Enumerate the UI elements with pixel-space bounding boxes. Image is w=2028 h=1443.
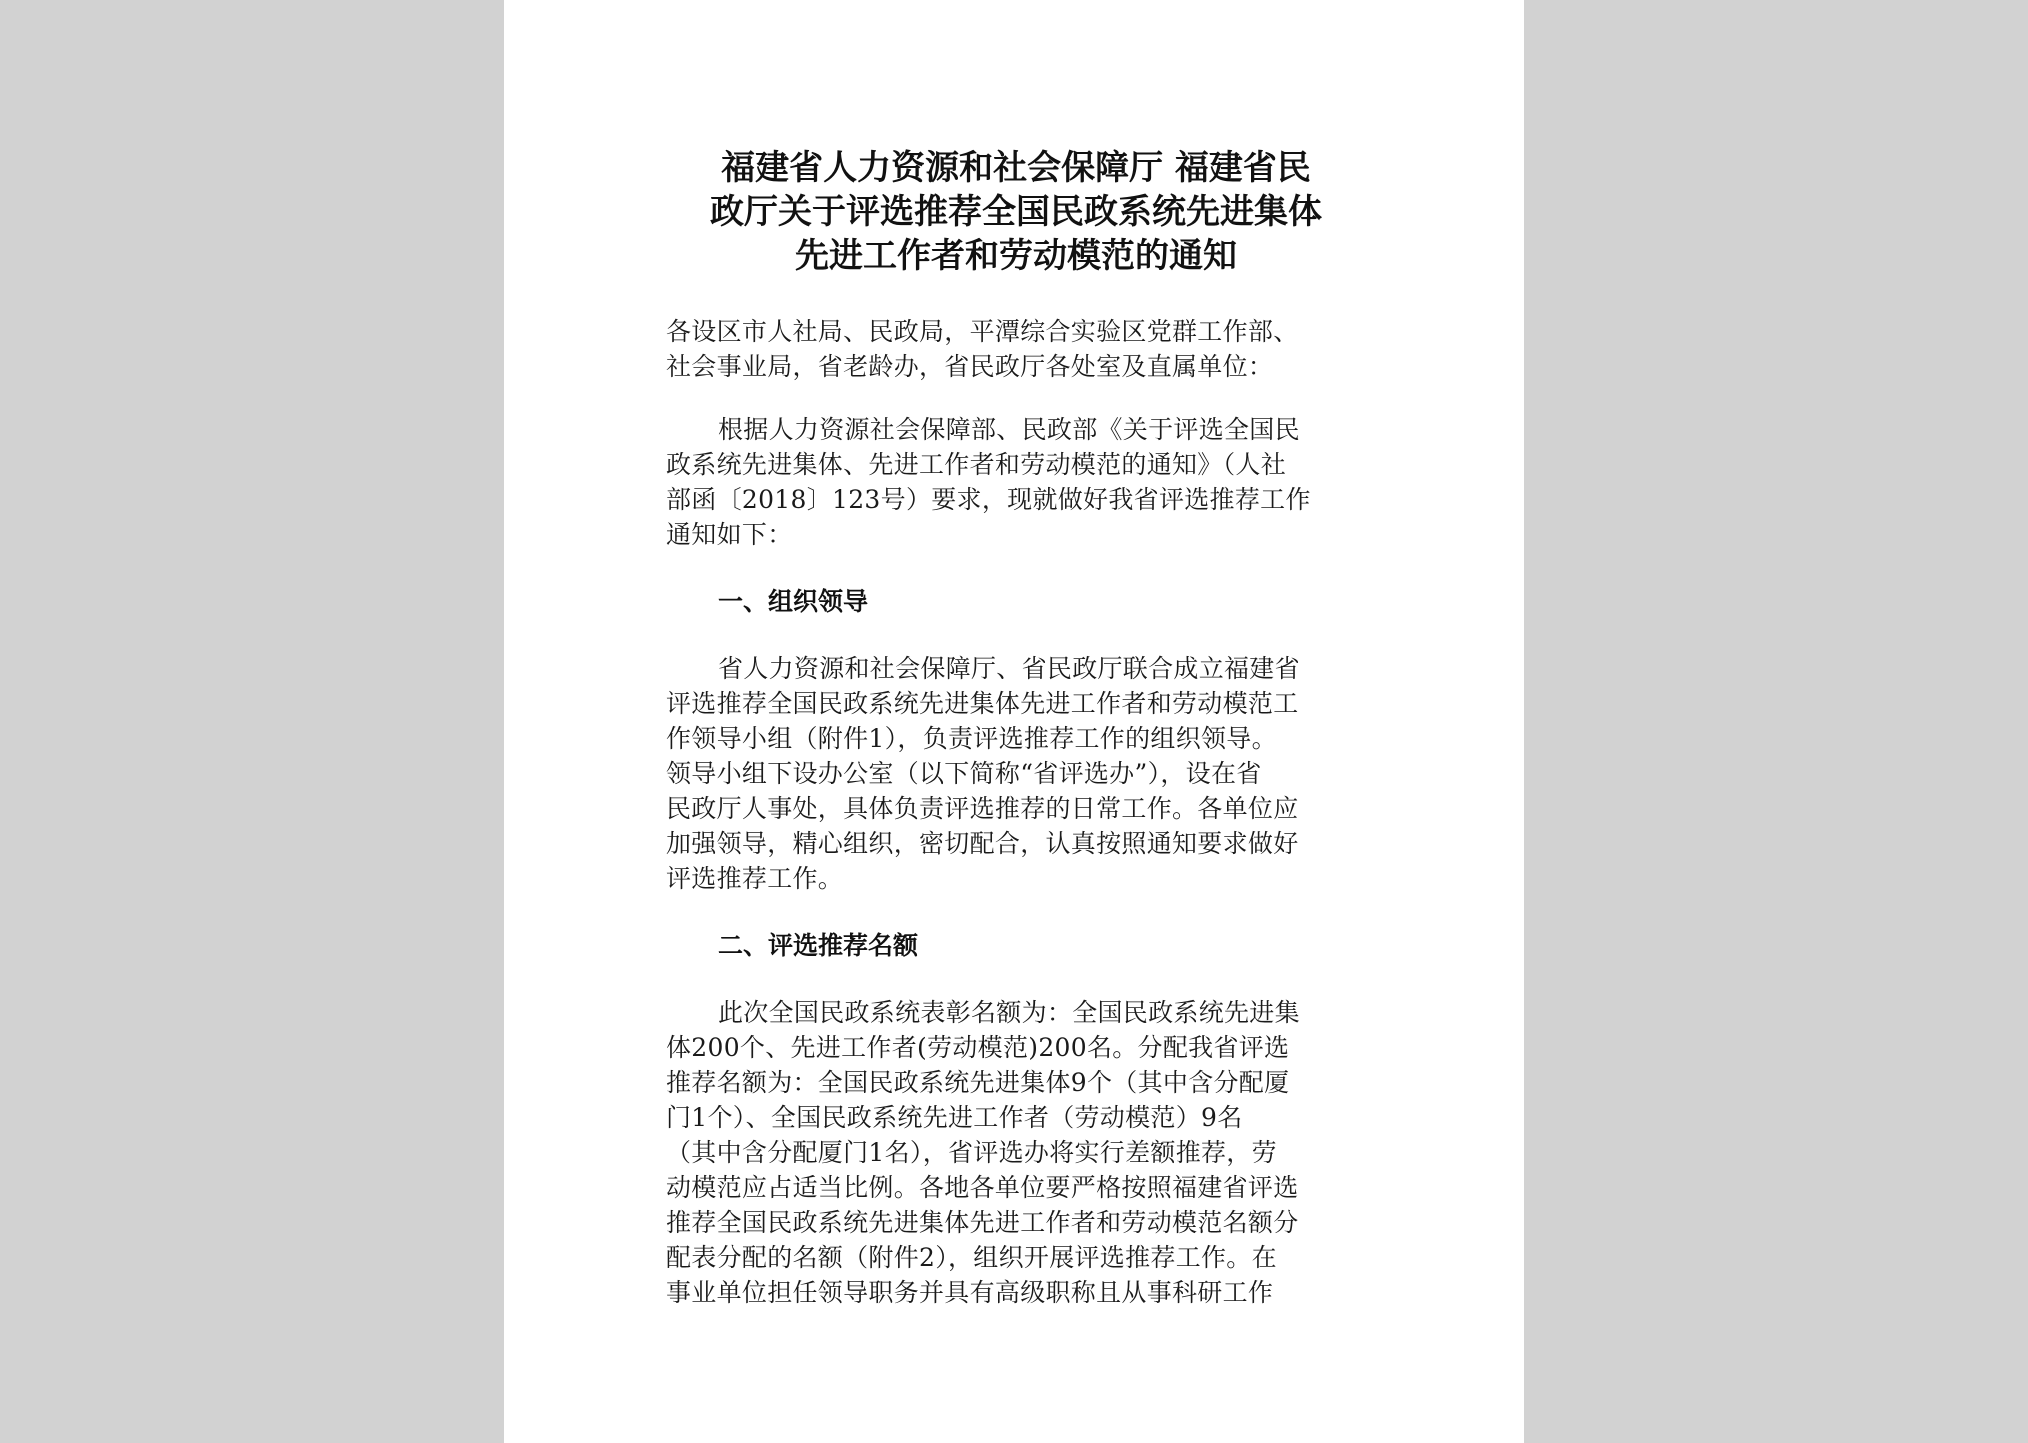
- text-line: 评选推荐全国民政系统先进集体先进工作者和劳动模范工: [666, 689, 1299, 718]
- text-line: 领导小组下设办公室（以下简称“省评选办”），设在省: [666, 759, 1262, 788]
- text-line: 体200个、先进工作者(劳动模范)200名。分配我省评选: [666, 1033, 1290, 1062]
- text-line: 根据人力资源社会保障部、民政部《关于评选全国民: [718, 415, 1300, 444]
- text-line: 评选推荐工作。: [666, 864, 844, 893]
- text-line: （其中含分配厦门1名），省评选办将实行差额推荐，劳: [666, 1138, 1277, 1167]
- section-quota-paragraph: [666, 995, 1366, 1310]
- text-line: 事业单位担任领导职务并具有高级职称且从事科研工作: [666, 1278, 1274, 1307]
- intro-paragraph: [666, 412, 1366, 552]
- text-line: 加强领导，精心组织，密切配合，认真按照通知要求做好: [666, 829, 1299, 858]
- text-line: 省人力资源和社会保障厅、省民政厅联合成立福建省: [718, 654, 1300, 683]
- document-title: [666, 146, 1366, 278]
- title-line: 政厅关于评选推荐全国民政系统先进集体: [710, 192, 1322, 232]
- document-page: [504, 0, 1524, 1443]
- text-line: 民政厅人事处，具体负责评选推荐的日常工作。各单位应: [666, 794, 1299, 823]
- text-line: 作领导小组（附件1），负责评选推荐工作的组织领导。: [666, 724, 1277, 753]
- section-heading-quota: 二、评选推荐名额: [718, 931, 919, 960]
- text-line: 动模范应占适当比例。各地各单位要严格按照福建省评选: [666, 1173, 1299, 1202]
- section-heading-organization: 一、组织领导: [718, 587, 869, 616]
- text-line: 配表分配的名额（附件2），组织开展评选推荐工作。在: [666, 1243, 1277, 1272]
- text-line: 门1个）、全国民政系统先进工作者（劳动模范）9名: [666, 1103, 1243, 1132]
- salutation-line: 各设区市人社局、民政局，平潭综合实验区党群工作部、: [666, 317, 1299, 346]
- salutation-line: 社会事业局，省老龄办，省民政厅各处室及直属单位：: [666, 352, 1274, 381]
- text-line: 政系统先进集体、先进工作者和劳动模范的通知》（人社: [666, 450, 1287, 479]
- salutation: [666, 314, 1366, 384]
- title-line: 先进工作者和劳动模范的通知: [795, 236, 1237, 276]
- text-line: 推荐全国民政系统先进集体先进工作者和劳动模范名额分: [666, 1208, 1299, 1237]
- text-line: 部函〔2018〕123号）要求，现就做好我省评选推荐工作: [666, 485, 1311, 514]
- text-line: 通知如下：: [666, 520, 793, 549]
- section-organization-paragraph: [666, 651, 1366, 896]
- text-line: 推荐名额为：全国民政系统先进集体9个（其中含分配厦: [666, 1068, 1290, 1097]
- text-line: 此次全国民政系统表彰名额为：全国民政系统先进集: [718, 998, 1300, 1027]
- title-line: 福建省人力资源和社会保障厅 福建省民: [721, 148, 1311, 188]
- page-content: [666, 146, 1366, 1310]
